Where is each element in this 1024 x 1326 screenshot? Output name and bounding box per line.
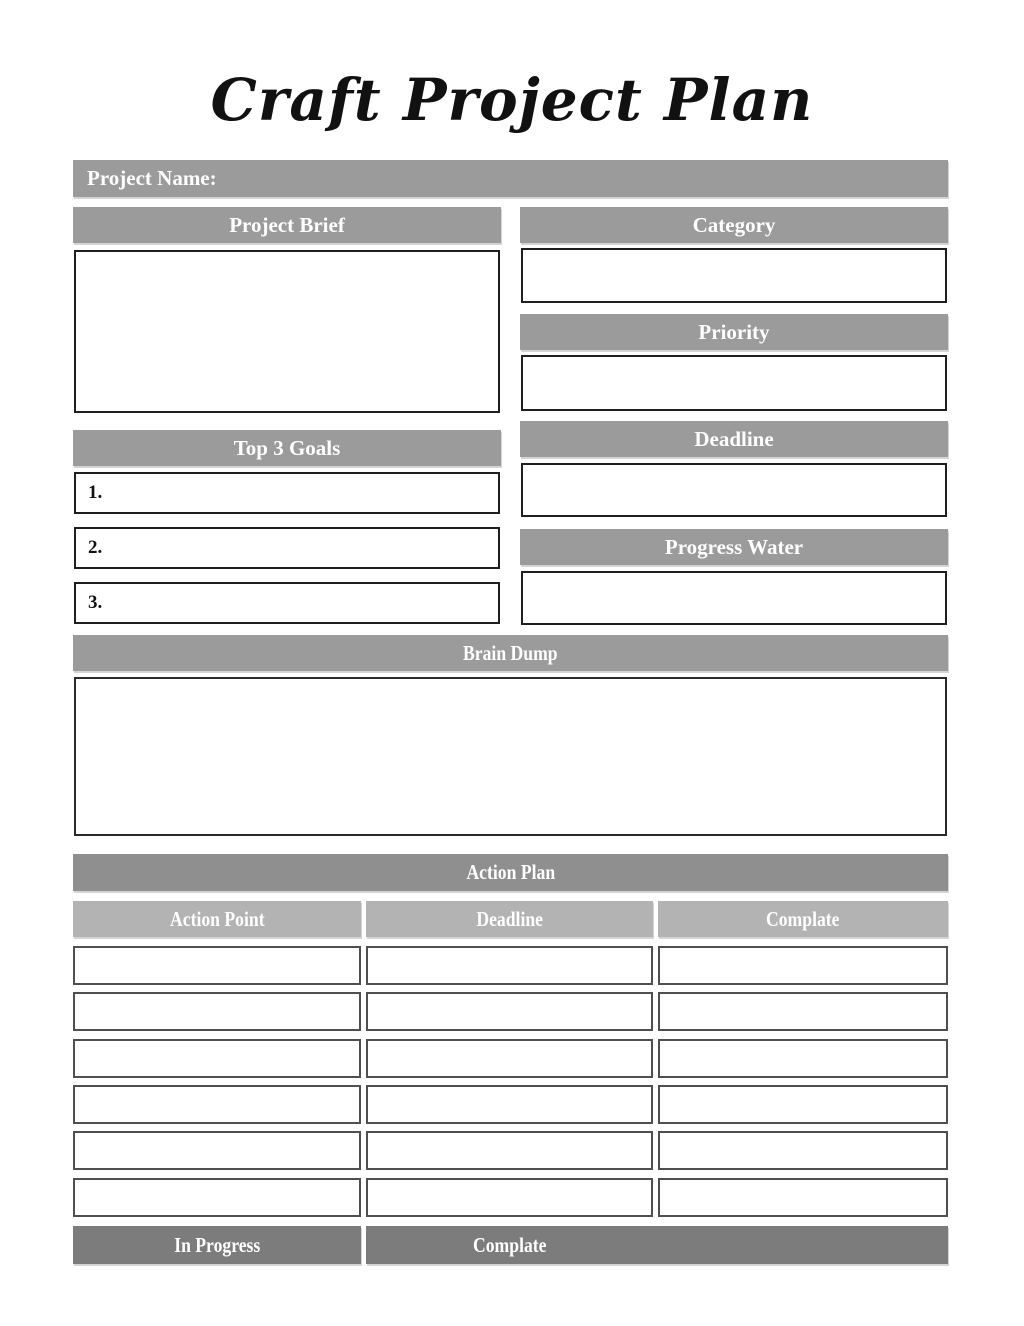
goal-1-number: 1. (88, 482, 103, 503)
project-name-header (73, 160, 948, 197)
brain-dump-field[interactable] (74, 677, 947, 836)
action-row-2-cell-2[interactable] (366, 992, 653, 1031)
complate-label-wrap (366, 1233, 653, 1258)
project-name-label: Project Name: (87, 166, 217, 190)
action-row-1-cell-3[interactable] (658, 946, 948, 985)
project-brief-label: Project Brief (229, 212, 345, 237)
category-label: Category (692, 212, 776, 237)
column-header-complate (658, 901, 948, 937)
action-row-1-cell-2[interactable] (366, 946, 653, 985)
project-brief-header (73, 207, 501, 243)
deadline-label: Deadline (694, 426, 774, 451)
action-row-1-cell-1[interactable] (73, 946, 361, 985)
action-plan-label: Action Plan (466, 860, 555, 884)
action-row-5-cell-2[interactable] (366, 1131, 653, 1170)
action-row-4-cell-2[interactable] (366, 1085, 653, 1124)
action-row-2-cell-1[interactable] (73, 992, 361, 1031)
top-goals-header (73, 430, 501, 466)
page-title: Craft Project Plan (210, 66, 814, 134)
progress-field[interactable] (521, 571, 947, 625)
action-row-6-cell-2[interactable] (366, 1178, 653, 1217)
brain-dump-label: Brain Dump (463, 640, 558, 665)
action-row-6-cell-3[interactable] (658, 1178, 948, 1217)
priority-header (520, 314, 948, 350)
category-field[interactable] (521, 248, 947, 303)
goal-3-field[interactable] (74, 582, 500, 624)
complate-bar (366, 1226, 948, 1264)
action-row-3-cell-2[interactable] (366, 1039, 653, 1078)
action-row-4-cell-3[interactable] (658, 1085, 948, 1124)
deadline-column-label: Deadline (476, 906, 543, 931)
project-brief-field[interactable] (74, 250, 500, 413)
priority-field[interactable] (521, 355, 947, 411)
action-row-5-cell-1[interactable] (73, 1131, 361, 1170)
column-header-action-point (73, 901, 361, 937)
goal-2-number: 2. (88, 537, 103, 558)
deadline-field[interactable] (521, 463, 947, 517)
progress-header (520, 529, 948, 565)
top-goals-label: Top 3 Goals (233, 435, 341, 460)
action-row-2-cell-3[interactable] (658, 992, 948, 1031)
goal-1-field[interactable] (74, 472, 500, 514)
complate-column-label: Complate (766, 906, 840, 931)
action-row-3-cell-3[interactable] (658, 1039, 948, 1078)
action-point-label: Action Point (169, 906, 265, 931)
goal-3-number: 3. (88, 592, 103, 613)
complate-label: Complate (472, 1232, 547, 1257)
goal-2-field[interactable] (74, 527, 500, 569)
priority-label: Priority (698, 319, 770, 344)
in-progress-label: In Progress (173, 1232, 261, 1257)
action-plan-header (73, 854, 948, 891)
action-row-3-cell-1[interactable] (73, 1039, 361, 1078)
action-row-5-cell-3[interactable] (658, 1131, 948, 1170)
column-header-deadline (366, 901, 653, 937)
progress-label: Progress Water (664, 534, 804, 559)
action-row-4-cell-1[interactable] (73, 1085, 361, 1124)
in-progress-bar (73, 1226, 361, 1264)
action-row-6-cell-1[interactable] (73, 1178, 361, 1217)
deadline-header (520, 421, 948, 457)
brain-dump-header (73, 635, 948, 671)
category-header (520, 207, 948, 243)
